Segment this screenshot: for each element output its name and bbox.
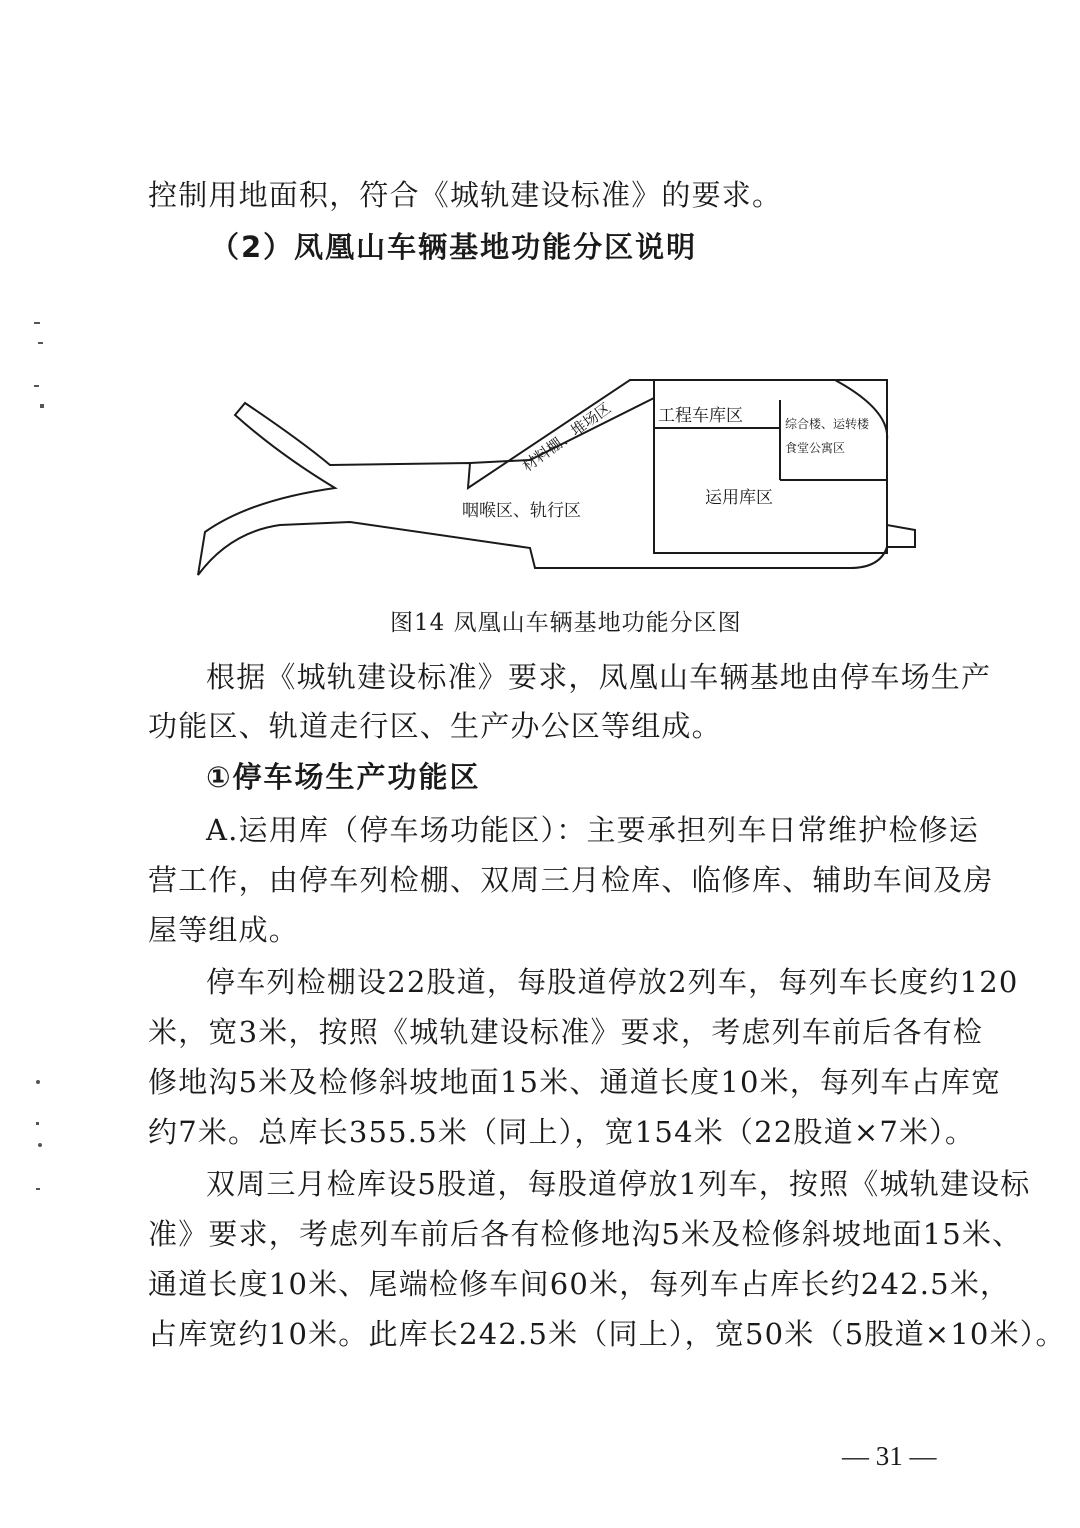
para-biweekly-line-4: 占库宽约10米。此库长242.5米（同上），宽50米（5股道×10米）。: [148, 1317, 1066, 1351]
para-shed-line-2: 米，宽3米，按照《城轨建设标准》要求，考虑列车前后各有检: [148, 1015, 984, 1049]
intro-paragraph-line: 控制用地面积，符合《城轨建设标准》的要求。: [148, 178, 783, 212]
site-outline: [198, 380, 915, 575]
scan-speck: [34, 322, 40, 324]
composition-line-1: 根据《城轨建设标准》要求，凤凰山车辆基地由停车场生产: [206, 660, 992, 694]
scan-speck: [36, 1188, 40, 1190]
zone-engineering-label: 工程车库区: [658, 406, 743, 426]
zone-office-label-line1: 综合楼、运转楼: [785, 417, 870, 431]
sub-heading: ①停车场生产功能区: [206, 760, 481, 794]
composition-line-2: 功能区、轨道走行区、生产办公区等组成。: [148, 709, 722, 743]
para-a-line-1: A.运用库（停车场功能区）：主要承担列车日常维护检修运: [206, 813, 980, 847]
para-shed-line-1: 停车列检棚设22股道，每股道停放2列车，每列车长度约120: [206, 965, 1019, 999]
para-biweekly-line-3: 通道长度10米、尾端检修车间60米，每列车占库长约242.5米，: [148, 1267, 1011, 1301]
zone-operation-label: 运用库区: [705, 488, 773, 508]
para-a-line-2: 营工作，由停车列检棚、双周三月检库、临修库、辅助车间及房: [148, 863, 994, 897]
zone-throat-label: 咽喉区、轨行区: [462, 501, 581, 521]
para-biweekly-line-1: 双周三月检库设5股道，每股道停放1列车，按照《城轨建设标: [206, 1167, 1031, 1201]
function-zone-diagram: [190, 370, 930, 580]
scan-speck: [40, 404, 44, 408]
para-shed-line-4: 约7米。总库长355.5米（同上），宽154米（22股道×7米）。: [148, 1115, 976, 1149]
para-biweekly-line-2: 准》要求，考虑列车前后各有检修地沟5米及检修斜坡地面15米、: [148, 1217, 1023, 1251]
scan-speck: [38, 1143, 42, 1147]
scan-speck: [38, 342, 43, 344]
scan-speck: [34, 385, 39, 387]
para-shed-line-3: 修地沟5米及检修斜坡地面15米、通道长度10米，每列车占库宽: [148, 1065, 1002, 1099]
figure-caption: 图14 凤凰山车辆基地功能分区图: [390, 610, 742, 636]
zone-material-label: 材料棚、堆场区: [518, 398, 615, 476]
scan-speck: [36, 1080, 40, 1084]
scan-speck: [36, 1122, 39, 1125]
para-a-line-3: 屋等组成。: [148, 913, 300, 947]
zone-office-label-line2: 食堂公寓区: [785, 441, 846, 455]
section-heading: （2）凤凰山车辆基地功能分区说明: [210, 230, 698, 264]
page-number: — 31 —: [842, 1441, 937, 1471]
